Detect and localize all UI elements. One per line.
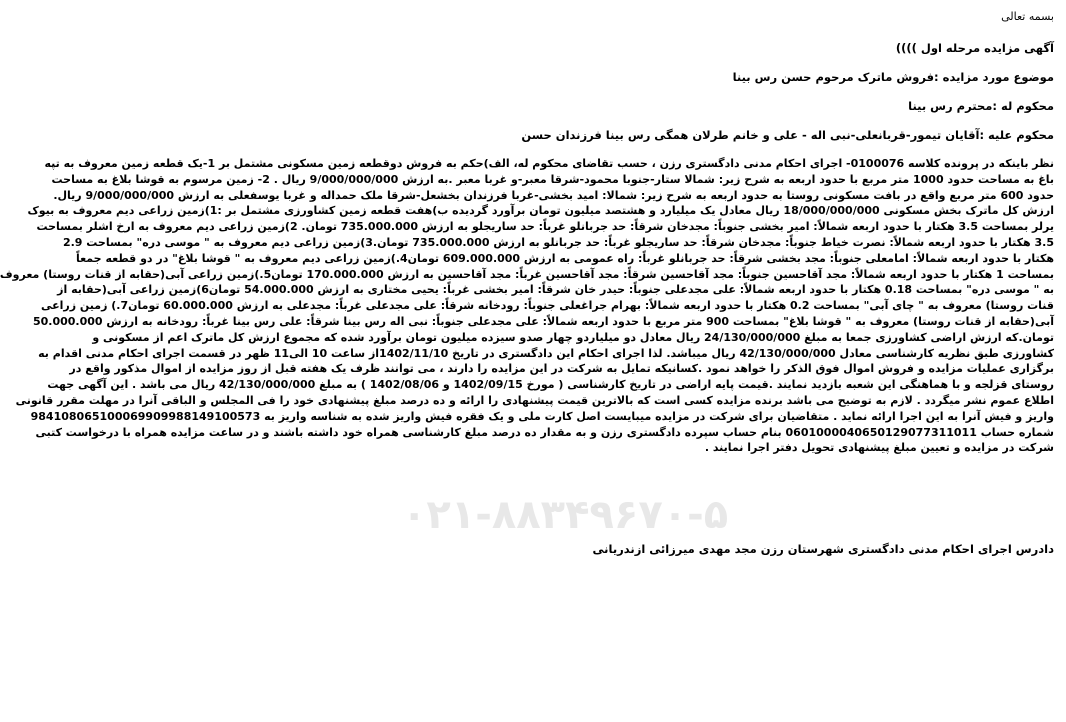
body-line: حدود 600 متر مربع واقع در بافت مسکونی روستا به حدود اربعه به شرح زیر: شمالا: امید بخشی-غربا فرزندان بخشعل-شرقا ملک حمداله و غربا یوسفعلی به ارزش 9/000/000/000 ریال.: [53, 188, 1054, 202]
body-line: 3.5 هکتار با حدود اربعه شمالاً: نصرت خیاط جنوباً: مجدخان شرقاً: حد ساریجلو غرباً: حد جربانلو به ارزش 735.000.000 تومان.3)زمین زراعی دیم معروف به " موسی دره" بمساحت 2.9: [62, 235, 1054, 249]
body-line: قنات روستا) معروف به " چای آبی" بمساحت 0.2 هکتار با حدود اربعه شمالاً: بهرام جراغعلی جنوباً: رودخانه شرقاً: علی مجدعلی غرباً: مجدعلی به ارزش 60.000.000 تومان7.) زمین زراعی: [40, 299, 1054, 313]
body-line: آبی(حقابه از قنات روستا) معروف به " قوشا بلاغ" بمساحت 900 متر مربع با حدود اربعه شمالاً: علی مجدعلی جنوباً: نبی اله رس بینا شرقاً: علی رس بینا غرباً: رودخانه به ارزش 50.000.000: [32, 314, 1054, 328]
judgment-creditor: محکوم له :محترم رس بینا: [908, 99, 1054, 113]
notice-title: آگهی مزایده مرحله اول )))): [895, 41, 1054, 55]
auction-subject: موضوع مورد مزایده :فروش ماترک مرحوم حسن رس بینا: [732, 70, 1054, 84]
notice-body: [0, 156, 1054, 456]
bismillah-heading: بسمه تعالی: [1001, 10, 1054, 23]
body-line: باغ به مساحت حدود 1000 متر مربع با حدود اربعه به شرح زیر: شمالا ستار-جنوبا محمود-شرقا معبر-و غربا معبر .به ارزش 9/000/000/000 ریال . 2- زمین مرسوم به قوشا بلاغ به مساحت: [51, 172, 1054, 186]
judgment-debtor: محکوم علیه :آقایان تیمور-قربانعلی-نبی اله - علی و خانم طرلان همگی رس بینا فرزندان حسن: [521, 128, 1054, 142]
body-line: تومان.که ارزش اراضی کشاورزی جمعا به مبلغ 24/130/000/000 ریال معادل دو میلیاردو چهار صدو سیزده میلیون تومان برآورد شده که مجموع ارزش کل ماترک اعم از مسکونی و: [92, 330, 1054, 344]
body-line: روستای قزلجه و با هماهنگی این شعبه بازدید نمایند .قیمت پایه اراضی در تاریخ کارشناسی ( مورخ 1402/09/15 و 1402/08/06 ) به مبلغ 42/130/000/000 ریال می باشد . این آگهی جهت: [47, 378, 1054, 392]
body-line: شرکت در مزایده و تعیین مبلغ پیشنهادی تحویل دفتر اجرا نمایند .: [704, 441, 1054, 455]
body-line: نظر باینکه در پرونده کلاسه 0100076- اجرای احکام مدنی دادگستری رزن ، حسب تقاضای محکوم له، الف)حکم به فروش دوقطعه زمین مسکونی مشتمل بر 1-یک قطعه زمین معروف به تپه: [44, 157, 1054, 170]
body-line: به " موسی دره" بمساحت 0.18 هکتار با حدود اربعه شمالاً: علی مجدعلی جنوباً: حیدر خان شرقاً: امیر بخشی غرباً: یحیی مختاری به ارزش 54.000.000 تومان6)زمین زراعی آبی(حقابه از: [57, 283, 1054, 297]
signature-line: دادرس اجرای احکام مدنی دادگستری شهرستان رزن مجد مهدی میرزائی ازندریانی: [592, 542, 1054, 556]
body-line: شماره حساب 0601000040650129077311011 بنام حساب سپرده دادگستری رزن و به مقدار ده درصد مبلغ کارشناسی همراه خود داشته باشند و در ساعت مزایده همراه با درخواست کتبی: [35, 425, 1054, 439]
body-line: واریز و فیش آنرا به این اجرا ارائه نماید . متقاضیان برای شرکت در مزایده میبایست اصل کارت ملی و یک فقره فیش واریز شده به شناسه واریز به 984108065100069909988149100573: [30, 409, 1054, 423]
body-line: برگزاری عملیات مزایده و فروش اموال فوق الذکر را خواهد نمود .کسانیکه تمایل به شرکت در این مزایده را دارند ، می توانند ظرف یک هفته قبل از روز مزایده از اموال مذکور واقع در: [69, 362, 1054, 376]
body-line: کشاورزی طبق نظریه کارشناسی معادل 42/130/000/000 ریال میباشد. لذا اجرای احکام این دادگستری در تاریخ 1402/11/10از ساعت 10 الی11 ظهر در قسمت اجرای احکام مدنی اقدام به: [38, 346, 1054, 360]
body-line: یرلر بمساحت 3.5 هکتار با حدود اربعه شمالاً: امیر بخشی جنوباً: مجدخان شرقاً: حد جربانلو غرباً: حد ساریجلو به ارزش 735.000.000 تومان. 2)زمین زراعی دیم معروف به ارخ اشلر بمساحت: [36, 220, 1054, 234]
body-line: اطلاع عموم نشر میگردد . لازم به توضیح می باشد برنده مزایده کسی است که بالاترین قیمت پیشنهادی را ارائه و ده درصد مبلغ پیشنهادی خود را فی المجلس و الباقی آنرا در مهلت مقرر قانونی: [15, 393, 1054, 407]
body-line: بمساحت 1 هکتار با حدود اربعه شمالاً: مجد آقاحسین جنوباً: مجد آقاحسین شرقاً: مجد آقاحسین غرباً: مجد آقاحسین به ارزش 170.000.000 تومان5.)زمین زراعی آبی(حقابه از قنات روستا) معروف: [0, 267, 1054, 281]
body-line: ارزش کل ماترک بخش مسکونی 18/000/000/000 ریال معادل یک میلیارد و هشتصد میلیون تومان برآورد گردیده ب)هفت قطعه زمین کشاورزی مشتمل بر :1)زمین زراعی دیم معروف به بیوک: [27, 204, 1054, 218]
body-line: هکتار با حدود اربعه شمالاً: امامعلی جنوباً: مجد بخشی شرقاً: حد جربانلو غرباً: راه عمومی به ارزش 609.000.000 تومان4.)زمین زراعی دیم معروف به " قوشا بلاغ" در دو قطعه جمعاً: [75, 251, 1054, 265]
phone-watermark: ۰۲۱-۸۸۳۴۹۶۷۰-۵: [402, 492, 729, 538]
